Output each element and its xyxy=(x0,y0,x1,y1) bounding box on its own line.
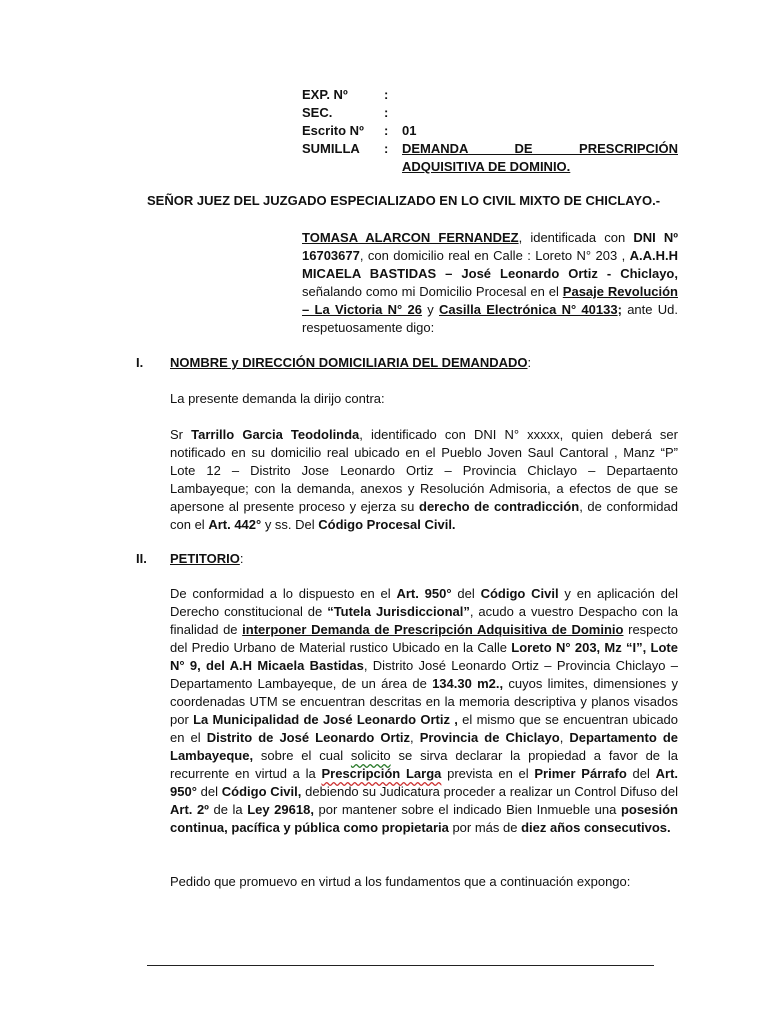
section-2-number: II. xyxy=(136,551,147,566)
case-header xyxy=(302,86,678,176)
plaintiff-dni: DNI Nº 16703677 xyxy=(302,230,679,263)
plaintiff-name: TOMASA ALARCON FERNANDEZ xyxy=(302,230,519,245)
escrito-row: Escrito Nº : 01 xyxy=(302,122,678,140)
section-1-heading: NOMBRE y DIRECCIÓN DOMICILIARIA DEL DEMANDADO: xyxy=(170,355,532,370)
sumilla-label: SUMILLA xyxy=(302,141,360,156)
section-2-heading: PETITORIO: xyxy=(170,551,244,566)
section-1-intro: La presente demanda la dirijo contra: xyxy=(170,391,385,406)
escrito-label: Escrito Nº xyxy=(302,123,364,138)
defendant-paragraph: Sr Tarrillo Garcia Teodolinda, identificado con DNI N° xxxxx, quien deberá ser notificado en su domicilio real ubicado en el Pueblo Joven Saul Cantoral , Manz “P” Lote 12 – Distrito Jose Leonardo Ortiz – Provincia Chiclayo – Departaento Lambayeque; con la demanda, anexos y Resolución Admisoria, a efectos de que se apersone al presente proceso y ejerza su derecho de contradicción, de conformidad con el Art. 442° y ss. Del Código Procesal Civil. xyxy=(170,427,678,532)
prescripcion-larga: Prescripción Larga xyxy=(321,766,442,781)
plaintiff-paragraph: TOMASA ALARCON FERNANDEZ, identificada con DNI Nº 16703677, con domicilio real en Calle : Loreto N° 203 , A.A.H.H MICAELA BASTIDAS – José Leonardo Ortiz - Chiclayo, señalando como mi Domicilio Procesal en el Pasaje Revolución – La Victoria N° 26 y Casilla Electrónica N° 40133; ante Ud. respetuosamente digo: xyxy=(302,230,679,335)
escrito-value: 01 xyxy=(402,123,417,138)
demand-phrase: interponer Demanda de Prescripción Adquisitiva de Dominio xyxy=(242,622,624,637)
exp-label: EXP. Nº xyxy=(302,87,348,102)
petitorio-paragraph: De conformidad a lo dispuesto en el Art. 950° del Código Civil y en aplicación del Derecho constitucional de “Tutela Jurisdiccional”, acudo a vuestro Despacho con la finalidad de interponer Demanda de Prescripción Adquisitiva de Dominio respecto del Predio Urbano de Material rustico Ubicado en la Calle Loreto N° 203, Mz “I”, Lote N° 9, del A.H Micaela Bastidas, Distrito José Leonardo Ortiz – Provincia Chiclayo – Departamento Lambayeque, de un área de 134.30 m2., cuyos limites, dimensiones y coordenadas UTM se encuentran descritas en la memoria descriptiva y planos visados por La Municipalidad de José Leonardo Ortiz , el mismo que se encuentran ubicado en el Distrito de José Leonardo Ortiz, Provincia de Chiclayo, Departamento de Lambayeque, sobre el cual solicito se sirva declarar la propiedad a favor de la recurrente en virtud a la Prescripción Larga prevista en el Primer Párrafo del Art. 950° del Código Civil, debiendo su Judicatura proceder a realizar un Control Difuso del Art. 2º de la Ley 29618, por mantener sobre el indicado Bien Inmueble una posesión continua, pacífica y pública como propietaria por más de diez años consecutivos. xyxy=(170,586,679,835)
sumilla-value: DEMANDA DE PRESCRIPCIÓN ADQUISITIVA DE DOMINIO. xyxy=(402,141,678,174)
closing-line: Pedido que promuevo en virtud a los fundamentos que a continuación expongo: xyxy=(170,874,631,889)
casilla-electronica: Casilla Electrónica N° 40133 xyxy=(439,302,618,317)
sec-value xyxy=(402,104,678,122)
section-1-number: I. xyxy=(136,355,144,370)
sec-label: SEC. xyxy=(302,105,333,120)
procesal-address: Pasaje Revolución – La Victoria N° 26 xyxy=(302,284,678,317)
sumilla-row: SUMILLA : DEMANDA DE PRESCRIPCIÓN ADQUISITIVA DE DOMINIO. xyxy=(302,141,678,174)
footer-divider xyxy=(147,965,654,966)
plaintiff-address: A.A.H.H MICAELA BASTIDAS – José Leonardo Ortiz - Chiclayo, xyxy=(302,248,678,281)
solicito-word: solicito xyxy=(350,748,391,763)
exp-value xyxy=(402,86,678,104)
sec-row: SEC. : xyxy=(302,104,678,122)
addressee-line: SEÑOR JUEZ DEL JUZGADO ESPECIALIZADO EN LO CIVIL MIXTO DE CHICLAYO.- xyxy=(147,193,661,208)
defendant-name: Tarrillo Garcia Teodolinda xyxy=(191,427,360,442)
exp-row: EXP. Nº : xyxy=(302,86,678,104)
